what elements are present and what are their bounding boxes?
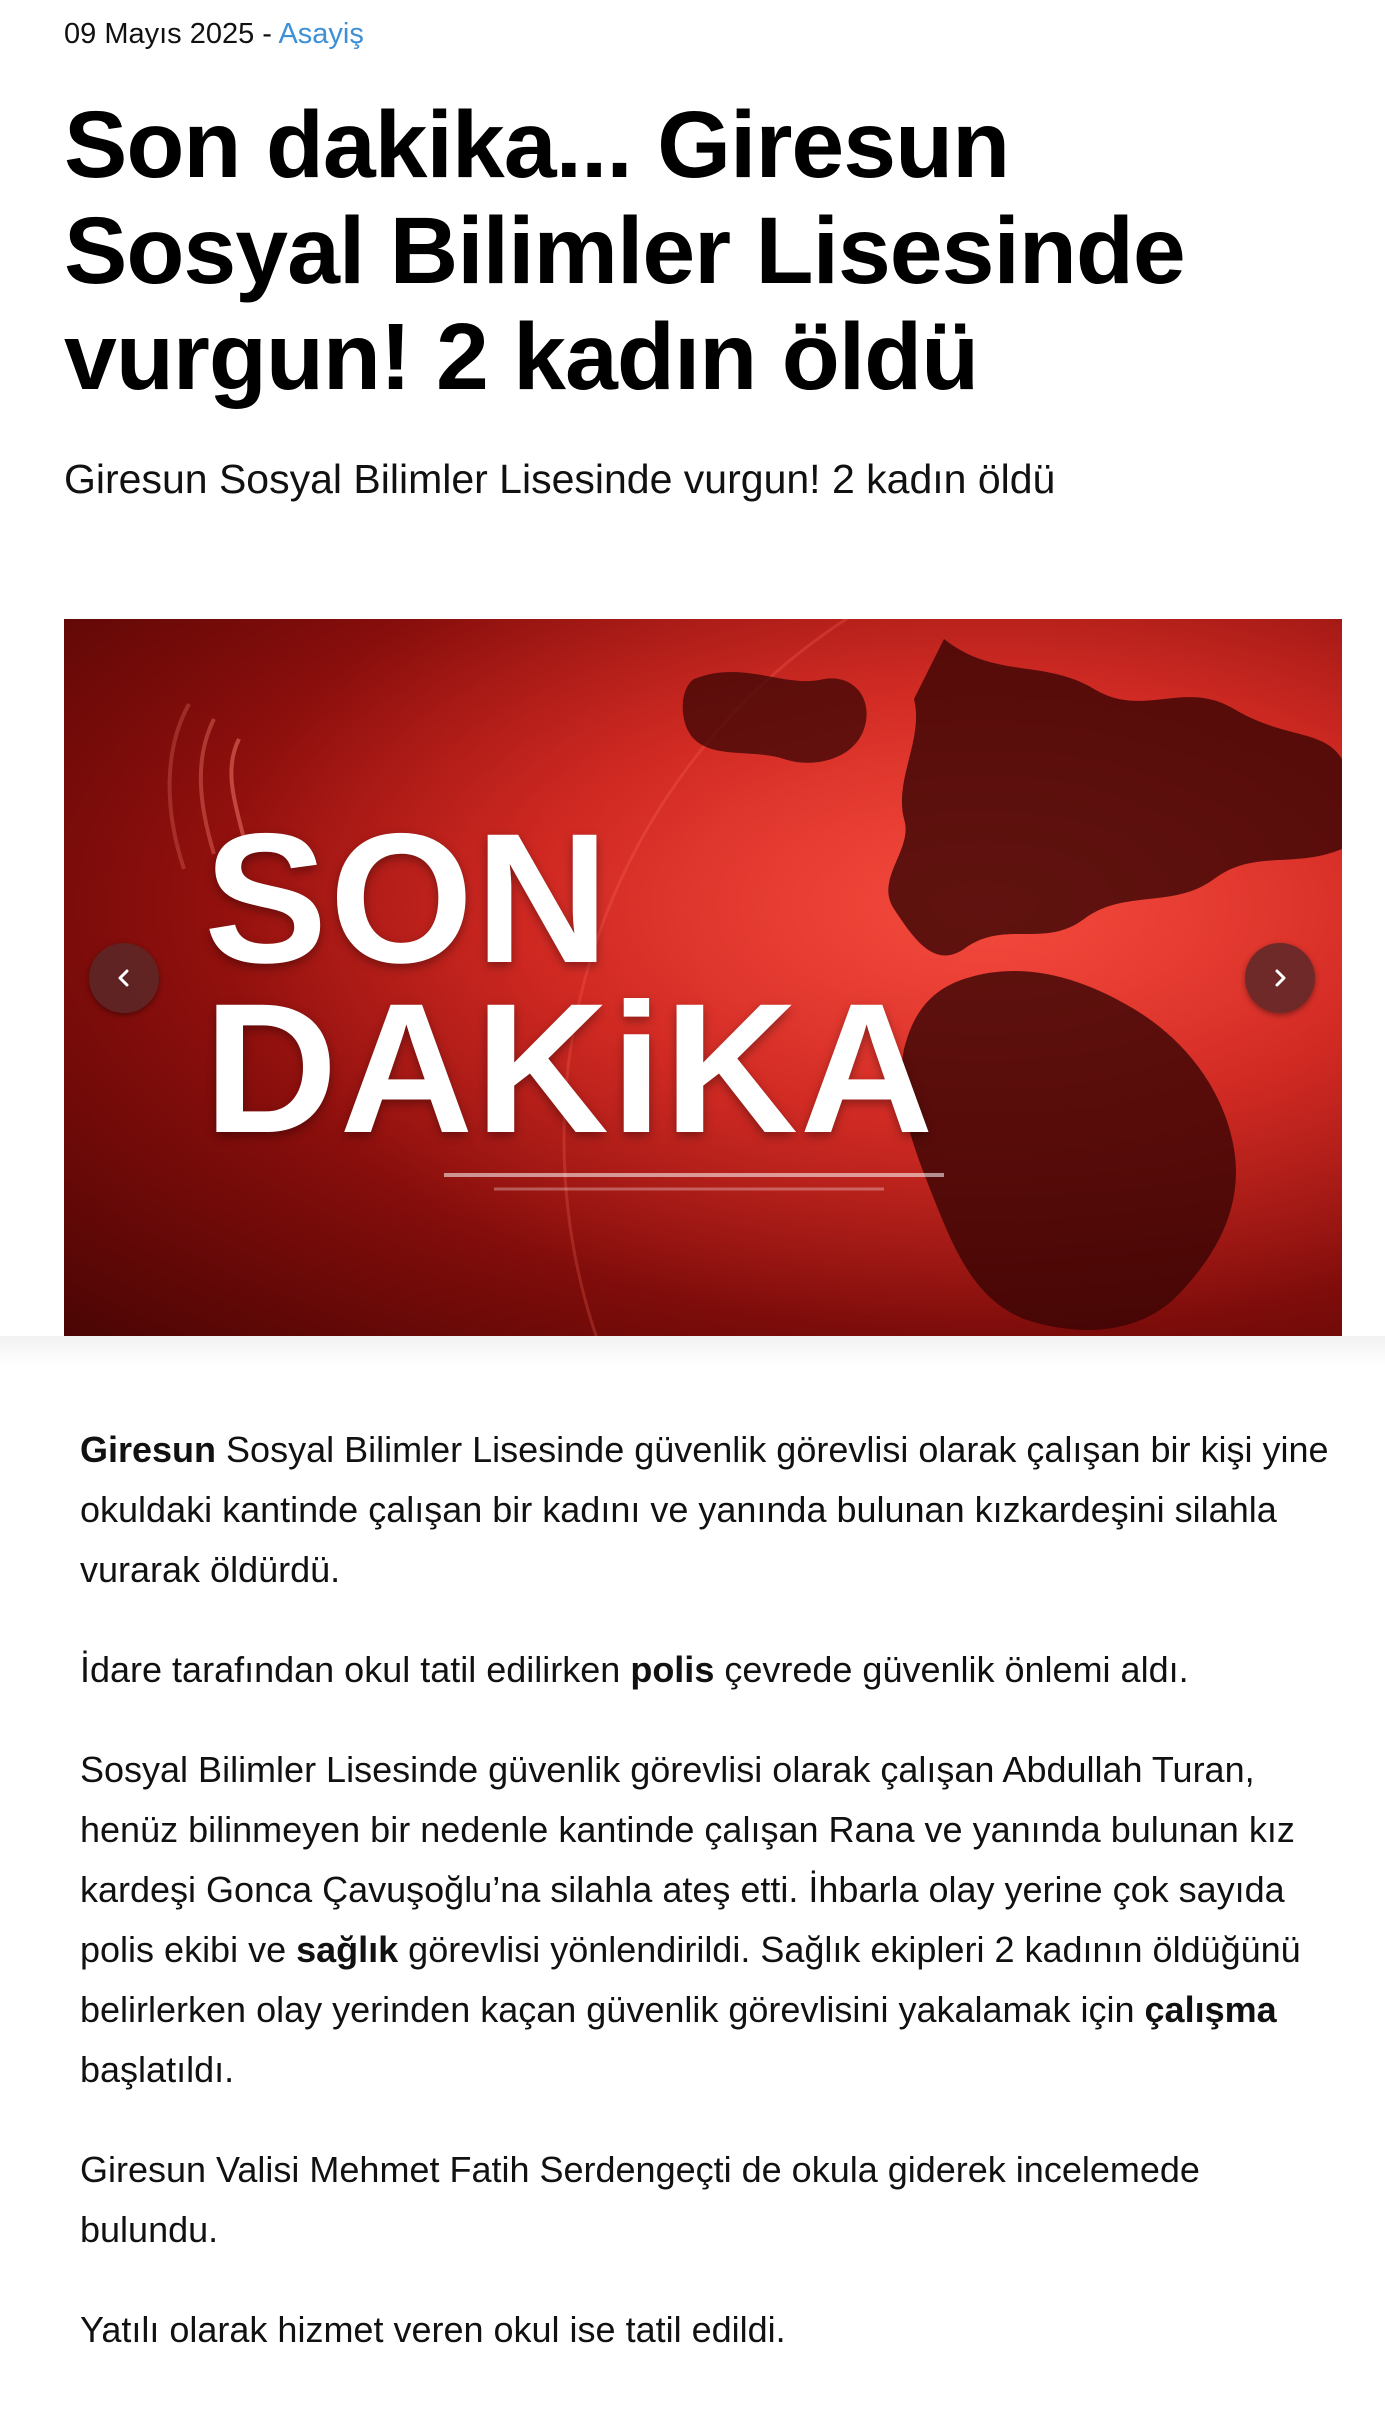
paragraph-text: Sosyal Bilimler Lisesinde güvenlik görevlisi olarak çalışan bir kişi yine okuldaki kantinde çalışan bir kadını ve yanında bulunan kızkardeşini silahla vurarak öldürdü. (80, 1429, 1329, 1590)
article-meta (64, 18, 364, 51)
article-paragraph-4 (80, 2140, 1330, 2260)
bold-keyword: Giresun (80, 1429, 217, 1470)
article-paragraph-3 (80, 1740, 1330, 2100)
breaking-news-text (204, 796, 936, 1172)
paragraph-text: Yatılı olarak hizmet veren okul ise tatil edildi. (80, 2309, 786, 2350)
paragraph-text: başlatıldı. (80, 2049, 235, 2090)
article-body (80, 1420, 1330, 2400)
paragraph-text: çevrede güvenlik önlemi aldı. (714, 1649, 1189, 1690)
article-paragraph-5 (80, 2300, 1330, 2360)
article-paragraph-2 (80, 1640, 1330, 1700)
chevron-left-icon (113, 967, 135, 989)
bold-keyword: polis (630, 1649, 715, 1690)
article-paragraph-1 (80, 1420, 1330, 1600)
article-summary: Giresun Sosyal Bilimler Lisesinde vurgun! 2 kadın öldü (64, 456, 1056, 502)
section-divider (0, 1336, 1385, 1366)
article-headline: Son dakika... Giresun Sosyal Bilimler Lisesinde vurgun! 2 kadın öldü (64, 92, 1185, 410)
hero-line-dakika: DAKiKA (204, 966, 936, 1172)
paragraph-text: İdare tarafından okul tatil edilirken (80, 1649, 631, 1690)
carousel-next-button[interactable] (1245, 943, 1315, 1013)
paragraph-text: Giresun Valisi Mehmet Fatih Serdengeçti de okula giderek incelemede bulundu. (80, 2149, 1200, 2250)
hero-line-son: SON (204, 796, 611, 1002)
carousel-prev-button[interactable] (89, 943, 159, 1013)
image-carousel[interactable] (64, 619, 1342, 1336)
category-link[interactable]: Asayiş (278, 18, 364, 50)
chevron-right-icon (1269, 967, 1291, 989)
paragraph-text: görevlisi yönlendirildi. Sağlık ekipleri 2 kadının öldüğünü belirlerken olay yerinden kaçan güvenlik görevlisini yakalamak için (80, 1929, 1301, 2030)
bold-keyword: çalışma (1144, 1989, 1277, 2030)
publish-date: 09 Mayıs 2025 (64, 18, 255, 50)
meta-separator: - (262, 18, 272, 50)
bold-keyword: sağlık (296, 1929, 399, 1970)
paragraph-text: Sosyal Bilimler Lisesinde güvenlik görevlisi olarak çalışan Abdullah Turan, henüz bilinmeyen bir nedenle kantinde çalışan Rana ve yanında bulunan kız kardeşi Gonca Çavuşoğlu’na silahla ateş etti. İhbarla olay yerine çok sayıda polis ekibi ve (80, 1749, 1295, 1970)
